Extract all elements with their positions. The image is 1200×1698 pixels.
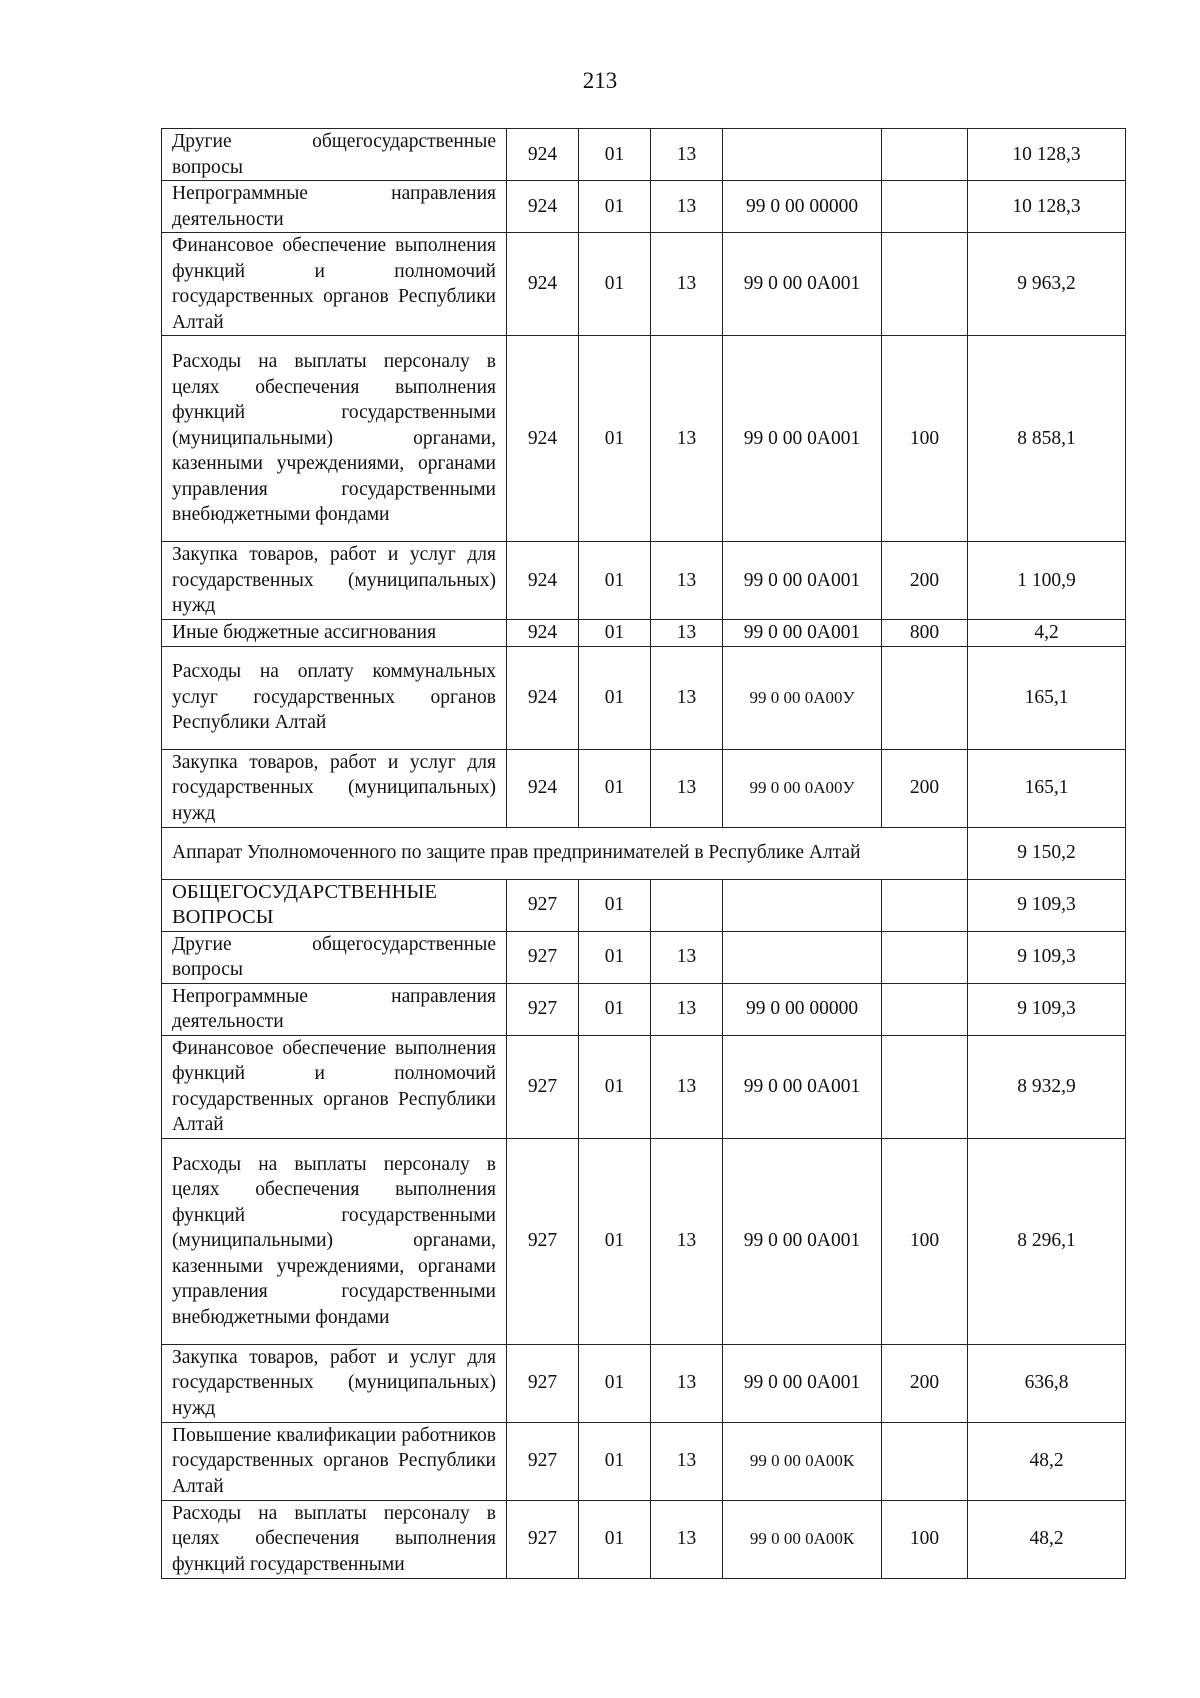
row-vr: 100 [882,1500,968,1578]
row-rz: 01 [579,336,651,542]
row-sum: 8 858,1 [968,336,1126,542]
row-name: Непрограммные направления деятельности [162,983,507,1035]
row-sum: 10 128,3 [968,181,1126,233]
row-sum: 48,2 [968,1422,1126,1500]
row-pr: 13 [651,1500,723,1578]
row-rz: 01 [579,1344,651,1422]
row-pr: 13 [651,620,723,647]
row-pr: 13 [651,1344,723,1422]
row-csr: 99 0 00 0А00К [723,1500,882,1578]
row-name: Закупка товаров, работ и услуг для государственных (муниципальных) нужд [162,542,507,620]
table-row [162,233,1126,336]
row-rz: 01 [579,181,651,233]
row-pr: 13 [651,749,723,827]
row-sum: 636,8 [968,1344,1126,1422]
row-name: Расходы на оплату коммунальных услуг государственных органов Республики Алтай [162,646,507,749]
row-name: Расходы на выплаты персоналу в целях обеспечения выполнения функций государственными (муниципальными) органами, казенными учреждениями, органами управления государственными внебюджетными фондами [162,1138,507,1344]
row-gr: 924 [507,181,579,233]
table-row [162,620,1126,647]
row-vr: 800 [882,620,968,647]
row-vr: 100 [882,336,968,542]
table-row [162,129,1126,181]
row-name: Другие общегосударственные вопросы [162,931,507,983]
row-gr: 927 [507,931,579,983]
row-gr: 927 [507,1035,579,1138]
table-row [162,542,1126,620]
row-rz: 01 [579,129,651,181]
row-pr [651,879,723,931]
table-row [162,646,1126,749]
row-name: Расходы на выплаты персоналу в целях обеспечения выполнения функций государственными [162,1500,507,1578]
row-rz: 01 [579,749,651,827]
row-gr: 927 [507,1344,579,1422]
row-sum: 9 109,3 [968,879,1126,931]
row-gr: 927 [507,983,579,1035]
budget-table [161,128,1126,1579]
row-gr: 924 [507,129,579,181]
section-header-row [162,827,1126,879]
row-sum: 4,2 [968,620,1126,647]
row-rz: 01 [579,646,651,749]
row-sum: 8 932,9 [968,1035,1126,1138]
row-vr: 200 [882,749,968,827]
row-rz: 01 [579,931,651,983]
row-pr: 13 [651,181,723,233]
row-sum: 9 109,3 [968,931,1126,983]
row-name: Расходы на выплаты персоналу в целях обеспечения выполнения функций государственными (муниципальными) органами, казенными учреждениями, органами управления государственными внебюджетными фондами [162,336,507,542]
row-gr: 927 [507,1422,579,1500]
row-rz: 01 [579,620,651,647]
row-pr: 13 [651,336,723,542]
row-csr: 99 0 00 0А001 [723,620,882,647]
row-gr: 927 [507,1138,579,1344]
row-csr [723,129,882,181]
row-sum: 48,2 [968,1500,1126,1578]
row-vr [882,233,968,336]
row-name: ОБЩЕГОСУДАРСТВЕННЫЕ ВОПРОСЫ [162,879,507,931]
row-csr: 99 0 00 00000 [723,983,882,1035]
row-gr: 924 [507,749,579,827]
table-row [162,983,1126,1035]
row-vr: 200 [882,542,968,620]
row-csr [723,931,882,983]
row-name: Иные бюджетные ассигнования [162,620,507,647]
row-csr: 99 0 00 0А00У [723,749,882,827]
row-vr [882,879,968,931]
row-csr: 99 0 00 0А001 [723,1344,882,1422]
row-pr: 13 [651,646,723,749]
row-gr: 927 [507,879,579,931]
table-row [162,749,1126,827]
row-vr [882,646,968,749]
row-vr [882,1035,968,1138]
row-csr: 99 0 00 0А001 [723,233,882,336]
table-row [162,879,1126,931]
section-header-title: Аппарат Уполномоченного по защите прав предпринимателей в Республике Алтай [162,827,968,879]
row-vr [882,181,968,233]
table-row [162,931,1126,983]
row-vr [882,129,968,181]
table-row [162,1500,1126,1578]
row-csr: 99 0 00 0А001 [723,542,882,620]
row-gr: 924 [507,233,579,336]
row-pr: 13 [651,1138,723,1344]
row-vr: 200 [882,1344,968,1422]
row-name: Закупка товаров, работ и услуг для государственных (муниципальных) нужд [162,749,507,827]
row-sum: 165,1 [968,749,1126,827]
row-sum: 9 150,2 [968,827,1126,879]
row-name: Другие общегосударственные вопросы [162,129,507,181]
row-name: Закупка товаров, работ и услуг для государственных (муниципальных) нужд [162,1344,507,1422]
table-row [162,1035,1126,1138]
table-row [162,336,1126,542]
row-vr [882,1422,968,1500]
row-rz: 01 [579,1138,651,1344]
row-vr [882,983,968,1035]
row-pr: 13 [651,1035,723,1138]
row-rz: 01 [579,1035,651,1138]
row-gr: 924 [507,336,579,542]
row-pr: 13 [651,129,723,181]
row-pr: 13 [651,233,723,336]
row-csr: 99 0 00 00000 [723,181,882,233]
row-sum: 8 296,1 [968,1138,1126,1344]
row-rz: 01 [579,233,651,336]
row-pr: 13 [651,931,723,983]
row-vr: 100 [882,1138,968,1344]
page-number: 213 [582,68,618,93]
table-row [162,1422,1126,1500]
row-csr: 99 0 00 0А001 [723,1035,882,1138]
row-sum: 10 128,3 [968,129,1126,181]
row-rz: 01 [579,983,651,1035]
row-vr [882,931,968,983]
row-pr: 13 [651,1422,723,1500]
row-pr: 13 [651,542,723,620]
row-gr: 924 [507,542,579,620]
row-rz: 01 [579,1500,651,1578]
row-csr: 99 0 00 0А00У [723,646,882,749]
row-gr: 927 [507,1500,579,1578]
table-row [162,1138,1126,1344]
row-name: Повышение квалификации работников государственных органов Республики Алтай [162,1422,507,1500]
row-csr: 99 0 00 0А001 [723,336,882,542]
row-sum: 165,1 [968,646,1126,749]
row-gr: 924 [507,620,579,647]
table-row [162,1344,1126,1422]
row-sum: 1 100,9 [968,542,1126,620]
row-pr: 13 [651,983,723,1035]
row-name: Финансовое обеспечение выполнения функций и полномочий государственных органов Республики Алтай [162,1035,507,1138]
row-sum: 9 109,3 [968,983,1126,1035]
row-csr: 99 0 00 0А001 [723,1138,882,1344]
row-csr [723,879,882,931]
row-csr: 99 0 00 0А00К [723,1422,882,1500]
row-rz: 01 [579,879,651,931]
row-name: Непрограммные направления деятельности [162,181,507,233]
table-row [162,181,1126,233]
row-sum: 9 963,2 [968,233,1126,336]
row-gr: 924 [507,646,579,749]
row-rz: 01 [579,1422,651,1500]
row-rz: 01 [579,542,651,620]
row-name: Финансовое обеспечение выполнения функций и полномочий государственных органов Республики Алтай [162,233,507,336]
